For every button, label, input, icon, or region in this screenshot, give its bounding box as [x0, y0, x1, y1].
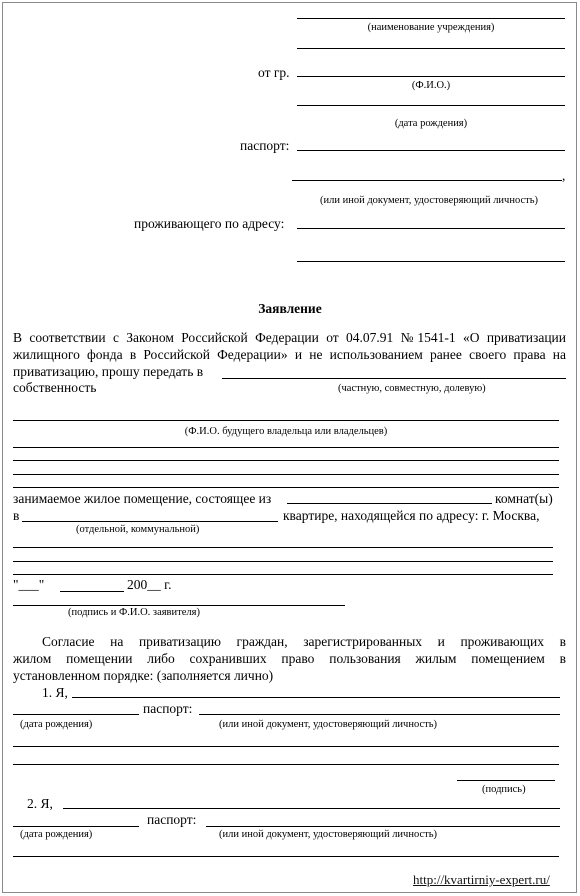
institution-caption: (наименование учреждения): [367, 22, 495, 33]
person2-doc-caption: (или иной документ, удостоверяющий личность): [219, 829, 437, 840]
ownership-word: собственность: [13, 380, 97, 395]
passport-comma: ,: [562, 168, 566, 183]
apartment-type-line[interactable]: [22, 521, 278, 522]
person1-signature-caption: (подпись): [482, 784, 526, 795]
in-word: в: [13, 508, 20, 523]
fio-line[interactable]: [297, 76, 565, 77]
passport-line-2[interactable]: [292, 180, 562, 181]
address-line-1[interactable]: [297, 228, 565, 229]
consent-line-1: Согласие на приватизацию граждан, зарегистрированных и проживающих в: [42, 634, 566, 649]
person1-passport-line[interactable]: [199, 714, 560, 715]
signature-caption: (подпись и Ф.И.О. заявителя): [68, 607, 200, 618]
owners-line-3[interactable]: [13, 460, 559, 461]
owners-line-4[interactable]: [13, 474, 559, 475]
address-label: проживающего по адресу:: [134, 216, 285, 231]
consent-line-2: жилом помещении либо сохранивших право пользования жилым помещением в: [13, 651, 566, 666]
address-line-2[interactable]: [297, 261, 565, 262]
passport-line[interactable]: [297, 150, 565, 151]
ownership-caption: (частную, совместную, долевую): [338, 383, 486, 394]
applicant-signature-line[interactable]: [13, 605, 345, 606]
document-title: Заявление: [258, 301, 322, 316]
address-full-line-3[interactable]: [13, 574, 553, 575]
owners-line-2[interactable]: [13, 447, 559, 448]
rooms-text: комнат(ы): [495, 491, 553, 506]
person1-birthdate-line[interactable]: [13, 714, 139, 715]
rooms-count-line[interactable]: [287, 503, 492, 504]
person1-extra-line-1[interactable]: [13, 746, 559, 747]
person1-name-line[interactable]: [72, 697, 560, 698]
person1-passport-label: паспорт:: [143, 701, 193, 716]
fio-caption: (Ф.И.О.): [411, 80, 451, 91]
from-label: от гр.: [258, 65, 290, 80]
date-year: 200__ г.: [127, 577, 172, 592]
institution-line-1: [297, 18, 565, 19]
apartment-text: квартире, находящейся по адресу: г. Москва,: [283, 508, 540, 523]
person2-passport-line[interactable]: [206, 826, 560, 827]
address-full-line-1[interactable]: [13, 547, 553, 548]
person1-label: 1. Я,: [42, 685, 68, 700]
consent-line-3: установленном порядке: (заполняется лично): [13, 668, 274, 683]
body-line-1: В соответствии с Законом Российской Федерации от 04.07.91 №1541-1 «О приватизации: [13, 330, 566, 345]
fio-line-2[interactable]: [297, 105, 565, 106]
date-day[interactable]: "___": [13, 577, 45, 592]
birthdate-caption: (дата рождения): [394, 118, 468, 129]
body-line-3: приватизацию, прошу передать в: [13, 364, 204, 379]
person2-passport-label: паспорт:: [147, 812, 197, 827]
premises-text: занимаемое жилое помещение, состоящее из: [13, 491, 272, 506]
date-month-line[interactable]: [60, 591, 124, 592]
address-full-line-2[interactable]: [13, 561, 553, 562]
other-doc-caption: (или иной документ, удостоверяющий личность): [320, 195, 538, 206]
person2-label: 2. Я,: [27, 796, 53, 811]
person2-birthdate-line[interactable]: [13, 826, 139, 827]
person1-doc-caption: (или иной документ, удостоверяющий личность): [219, 719, 437, 730]
passport-label: паспорт:: [240, 138, 290, 153]
institution-line-2: [297, 48, 565, 49]
person2-name-line[interactable]: [63, 808, 560, 809]
ownership-type-line[interactable]: [222, 378, 566, 379]
body-line-2: жилищного фонда в Российской Федерации» и не использованием ранее своего права на: [13, 347, 566, 362]
person1-signature-line[interactable]: [457, 780, 555, 781]
person1-birthdate-caption: (дата рождения): [20, 719, 93, 730]
owners-line-1[interactable]: [13, 420, 559, 421]
owners-line-5[interactable]: [13, 487, 559, 488]
person2-birthdate-caption: (дата рождения): [20, 829, 93, 840]
person2-extra-line-1[interactable]: [13, 856, 559, 857]
person1-extra-line-2[interactable]: [13, 764, 559, 765]
owners-caption: (Ф.И.О. будущего владельца или владельцев): [184, 426, 388, 437]
source-url-link[interactable]: http://kvartirniy-expert.ru/: [413, 872, 550, 887]
apartment-caption: (отдельной, коммунальной): [76, 524, 200, 535]
